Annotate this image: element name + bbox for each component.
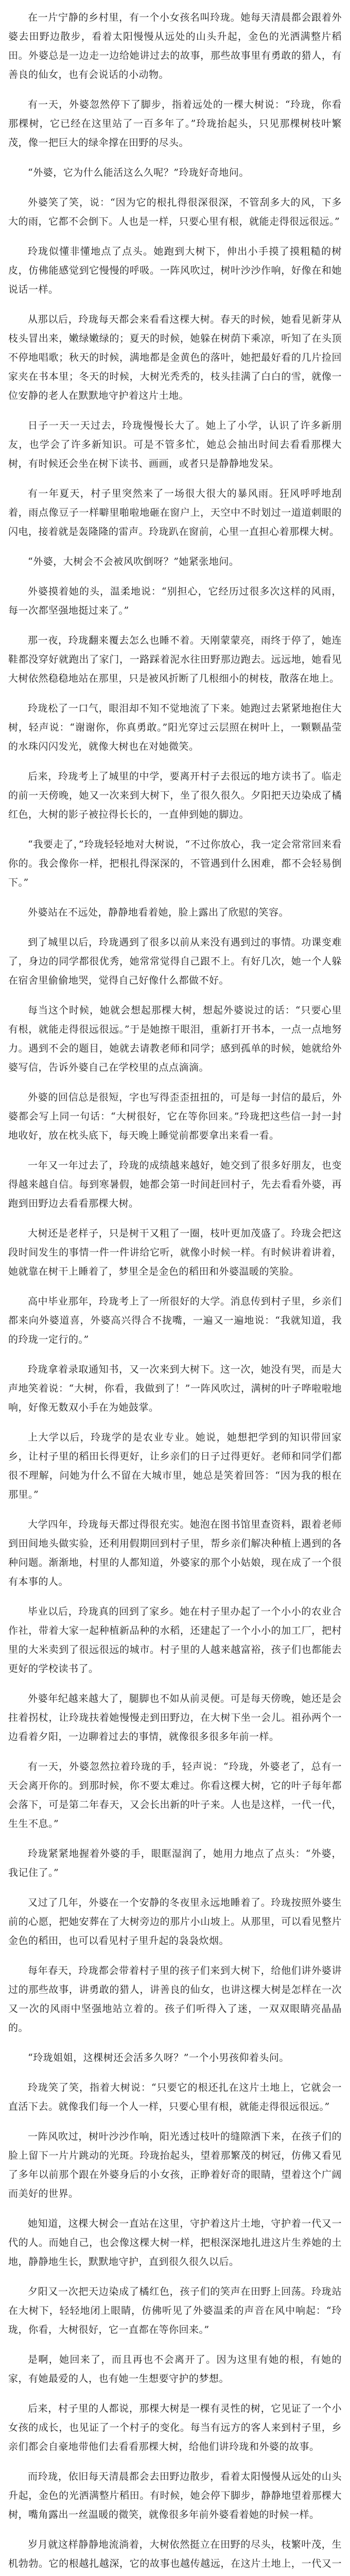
story-paragraph: 外婆笑了笑，说：“因为它的根扎得很深很深，不管刮多大的风，下多大的雨，它都不会倒下。人也是一样，只要心里有根，就能走得很远很远。”: [8, 197, 342, 227]
story-paragraph: 大树还是老样子，只是树干又粗了一圈，枝叶更加茂盛了。玲珑会把这段时间发生的事情一件一件讲给它听，就像小时候一样。有时候讲着讲着，她就靠在树干上睡着了，梦里全是金色的稻田和外婆温暖的笑脸。: [8, 1228, 342, 1277]
story-paragraph: 有一年夏天，村子里突然来了一场很大很大的暴风雨。狂风呼呼地刮着，雨点像豆子一样噼里啪啦地砸在窗户上，天空中不时划过一道道刺眼的闪电，接着就是轰隆隆的雷声。玲珑趴在窗前，心里一直担心着那棵大树。: [8, 488, 342, 537]
story-paragraph: 玲珑笑了笑，指着大树说：“只要它的根还扎在这片土地上，它就会一直活下去。就像我们每一个人一样，只要心里有根，就能走得很远很远。”: [8, 2082, 342, 2112]
story-paragraph: 是啊，她回来了，而且再也不会离开了。因为这里有她的根，有她的家，有她最爱的人，也有她一生想要守护的梦想。: [8, 2354, 342, 2384]
story-paragraph: 玲珑拿着录取通知书，又一次来到大树下。这一次，她没有哭，而是大声地笑着说：“大树，你看，我做到了！”一阵风吹过，满树的叶子哗啦啦地响，好像无数双小手在为她鼓掌。: [8, 1364, 342, 1413]
story-paragraph: 在一片宁静的乡村里，有一个小女孩名叫玲珑。她每天清晨都会跟着外婆去田野边散步，看着太阳慢慢从远处的山头升起，金色的光洒满整片稻田。外婆总是一边走一边给她讲过去的故事，那些故事里有勇敢的猎人，有善良的仙女，也有会说话的小动物。: [8, 12, 342, 80]
story-paragraph: 有一天，外婆忽然停下了脚步，指着远处的一棵大树说：“玲珑，你看那棵树，它已经在这里站了一百多年了。”玲珑抬起头，只见那棵树枝叶繁茂，像一把巨大的绿伞撑在田野的尽头。: [8, 99, 342, 148]
story-paragraph: “外婆，大树会不会被风吹倒呀？”她紧张地问。: [28, 556, 239, 567]
story-paragraph: 大学四年，玲珑每天都过得很充实。她泡在图书馆里查资料，跟着老师到田间地头做实验，还利用假期回到村子里，帮乡亲们解决种植上遇到的各种问题。渐渐地，村里的人都知道，外婆家的那个小姑娘，现在成了一个很有本事的人。: [8, 1519, 342, 1587]
story-paragraph: 外婆年纪越来越大了，腿脚也不如从前灵便。可是每天傍晚，她还是会拄着拐杖，让玲珑扶着她慢慢走到田野边，在大树下坐一会儿。祖孙两个一边看着夕阳，一边聊着过去的事情，就像很多很多年前一样。: [8, 1693, 342, 1742]
story-paragraph: 一年又一年过去了，玲珑的成绩越来越好，她交到了很多好朋友，也变得越来越自信。每到寒暑假，她都会第一时间赶回村子，先去看看外婆，再跑到田野边去看看那棵大树。: [8, 1160, 342, 1209]
story-paragraph: 玲珑松了一口气，眼泪却不知不觉地流了下来。她跑过去紧紧地抱住大树，轻声说：“谢谢你，你真勇敢。”阳光穿过云层照在树叶上，一颗颗晶莹的水珠闪闪发光，就像大树也在对她微笑。: [8, 703, 342, 752]
story-paragraph: 外婆的回信总是很短，字也写得歪歪扭扭的，可是每一封信的最后，外婆都会写上同一句话：“大树很好，它在等你回来。”玲珑把这些信一封一封地收好，放在枕头底下，每天晚上睡觉前都要拿出来看一看。: [8, 1092, 342, 1141]
story-paragraph: 高中毕业那年，玲珑考上了一所很好的大学。消息传到村子里，乡亲们都来向外婆道喜，外婆高兴得合不拢嘴，一遍又一遍地说：“我就知道，我的玲珑一定行的。”: [8, 1296, 342, 1345]
story-paragraph: 上大学以后，玲珑学的是农业专业。她说，她想把学到的知识带回家乡，让村子里的稻田长得更好，让乡亲们的日子过得更好。老师和同学们都很不理解，问她为什么不留在大城市里，她总是笑着回答：“因为我的根在那里。”: [8, 1432, 342, 1500]
story-body: [8, 8, 342, 2576]
story-paragraph: 每年春天，玲珑都会带着村子里的孩子们来到大树下，给他们讲外婆讲过的那些故事，讲勇敢的猎人，讲善良的仙女，也讲这棵大树是怎样在一次又一次的风雨中坚强地站立着的。孩子们听得入了迷，一双双眼睛亮晶晶的。: [8, 1965, 342, 2033]
story-paragraph: 从那以后，玲珑每天都会来看看这棵大树。春天的时候，她看见新芽从枝头冒出来，嫩绿嫩绿的；夏天的时候，她躲在树荫下乘凉，听知了在头顶不停地唱歌；秋天的时候，满地都是金黄色的落叶，她把最好看的几片捡回家夹在书本里；冬天的时候，大树光秃秃的，枝头挂满了白白的雪，就像一位安静的老人在默默地守护着这片土地。: [8, 314, 342, 401]
story-paragraph: 夕阳又一次把天边染成了橘红色，孩子们的笑声在田野上回荡。玲珑站在大树下，轻轻地闭上眼睛，仿佛听见了外婆温柔的声音在风中响起：“玲珑，你看，大树很好，它一直都在等你回来。”: [8, 2286, 342, 2335]
story-paragraph: 到了城里以后，玲珑遇到了很多以前从来没有遇到过的事情。功课变难了，身边的同学都很优秀，她常常觉得自己跟不上。有好几次，她一个人躲在宿舍里偷偷地哭，觉得自己好像什么都做不好。: [8, 937, 342, 986]
story-paragraph: 后来，村子里的人都说，那棵大树是一棵有灵性的树，它见证了一个小女孩的成长，也见证了一个村子的变化。每当有远方的客人来到村子里，乡亲们都会自豪地带他们去看看那棵大树，给他们讲玲珑和外婆的故事。: [8, 2403, 342, 2452]
story-paragraph: 她知道，这棵大树会一直站在这里，守护着这片土地，守护着一代又一代的人。而她自己，也会像这棵大树一样，把根深深地扎进这片生养她的土地，静静地生长，默默地守护，直到很久很久以后。: [8, 2218, 342, 2267]
story-paragraph: 而玲珑，依旧每天清晨都会去田野边散步，看着太阳慢慢从远处的山头升起，金色的光洒满整片稻田。有时候，她会停下脚步，静静地望着那棵大树，嘴角露出一丝温暖的微笑，就像很多年前外婆看着她的时候一样。: [8, 2471, 342, 2520]
story-paragraph: 每当这个时候，她就会想起那棵大树，想起外婆说过的话：“只要心里有根，就能走得很远很远。”于是她擦干眼泪，重新打开书本，一点一点地努力。遇到不会的题目，她就去请教老师和同学；感到孤单的时候，她就给外婆写信，告诉外婆自己在学校里的点点滴滴。: [8, 1005, 342, 1073]
story-paragraph: 有一天，外婆忽然拉着玲珑的手，轻声说：“玲珑，外婆老了，总有一天会离开你的。到那时候，你不要太难过。你看这棵大树，它的叶子每年都会落下，可是第二年春天，又会长出新的叶子来。人也是这样，一代一代，生生不息。”: [8, 1761, 342, 1829]
story-paragraph: 又过了几年，外婆在一个安静的冬夜里永远地睡着了。玲珑按照外婆生前的心愿，把她安葬在了大树旁边的那片小山坡上。从那里，可以看见整片金色的稻田，也可以看见村子里升起的袅袅炊烟。: [8, 1897, 342, 1946]
story-paragraph: 毕业以后，玲珑真的回到了家乡。她在村子里办起了一个小小的农业合作社，带着大家一起种植新品种的水稻，还建起了一个小小的加工厂，把村里的大米卖到了很远很远的城市。村子里的人越来越富裕，孩子们也都能去更好的学校读书了。: [8, 1606, 342, 1674]
story-paragraph: 玲珑似懂非懂地点了点头。她跑到大树下，伸出小手摸了摸粗糙的树皮，仿佛能感觉到它慢慢的呼吸。一阵风吹过，树叶沙沙作响，好像在和她说话一样。: [8, 246, 342, 295]
story-paragraph: 玲珑紧紧地握着外婆的手，眼眶湿润了，她用力地点了点头：“外婆，我记住了。”: [8, 1848, 342, 1878]
story-paragraph: 一阵风吹过，树叶沙沙作响，阳光透过枝叶的缝隙洒下来，在孩子们的脸上留下一片片跳动的光斑。玲珑抬起头，望着那繁茂的树冠，仿佛又看见了多年以前那个跟在外婆身后的小女孩，正睁着好奇的眼睛，望着这个广阔而美好的世界。: [8, 2131, 342, 2199]
story-paragraph: “外婆，它为什么能活这么久呢？”玲珑好奇地问。: [28, 167, 249, 178]
story-paragraph: 日子一天一天过去，玲珑慢慢长大了。她上了小学，认识了许多新朋友，也学会了许多新知识。可是不管多忙，她总会抽出时间去看看那棵大树，有时候还会坐在树下读书、画画，或者只是静静地发呆。: [8, 420, 342, 469]
story-paragraph: 后来，玲珑考上了城里的中学，要离开村子去很远的地方读书了。临走的前一天傍晚，她又一次来到大树下，坐了很久很久。夕阳把天边染成了橘红色，大树的影子被拉得长长的，一直伸到她的脚边。: [8, 771, 342, 820]
story-paragraph: 岁月就这样静静地流淌着，大树依然挺立在田野的尽头，枝繁叶茂，生机勃勃。它的根越扎越深，它的故事也越传越远，在这片土地上，一代又一: [8, 2539, 342, 2569]
story-paragraph: 外婆站在不远处，静静地看着她，脸上露出了欣慰的笑容。: [28, 907, 289, 918]
story-paragraph: 那一夜，玲珑翻来覆去怎么也睡不着。天刚蒙蒙亮，雨终于停了，她连鞋都没穿好就跑出了家门，一路踩着泥水往田野那边跑去。远远地，她看见大树依然稳稳地站在那里，只是被风折断了几根细小的树枝，散落在地上。: [8, 635, 342, 684]
story-paragraph: “我要走了，”玲珑轻轻地对大树说，“不过你放心，我一定会常常回来看你的。我会像你一样，把根扎得深深的，不管遇到什么困难，都不会轻易倒下。”: [8, 839, 342, 888]
story-paragraph: “玲珑姐姐，这棵树还会活多久呀？”一个小男孩仰着头问。: [28, 2052, 289, 2063]
story-paragraph: 外婆摸着她的头，温柔地说：“别担心，它经历过很多次这样的风雨，每一次都坚强地挺过来了。”: [8, 586, 342, 616]
